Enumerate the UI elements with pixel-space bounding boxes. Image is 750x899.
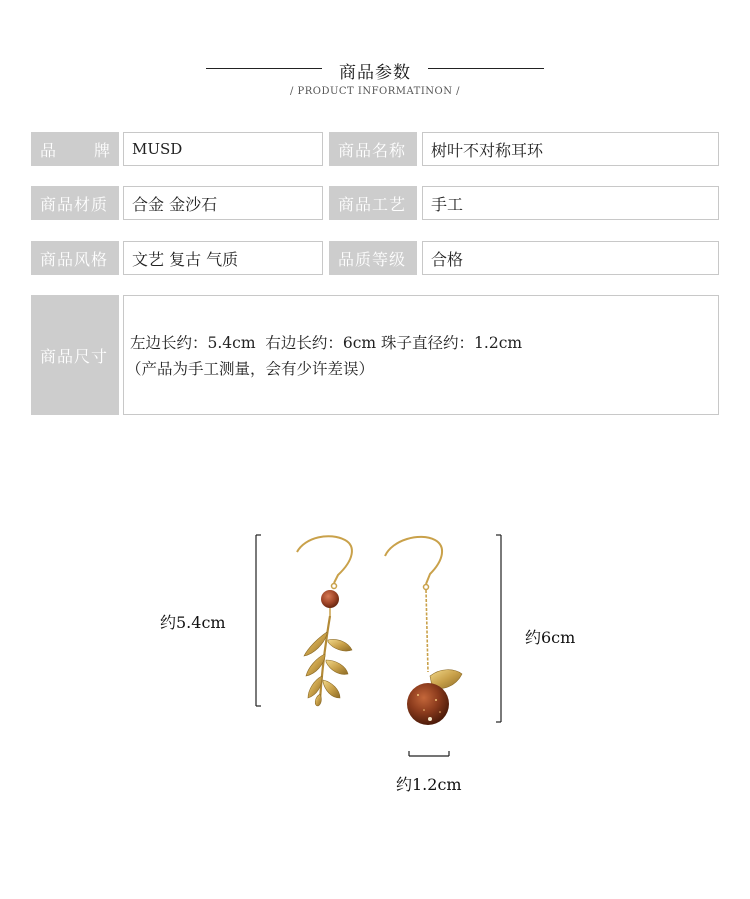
brand-label-char-2: 牌: [94, 140, 111, 160]
small-bead: [321, 590, 339, 608]
right-length-label: 约6cm: [525, 628, 576, 647]
name-value: 树叶不对称耳环: [422, 132, 719, 166]
material-value: 合金 金沙石: [123, 186, 323, 220]
grade-label: 品质等级: [329, 241, 417, 275]
name-label: 商品名称: [329, 132, 417, 166]
large-bead: [407, 683, 449, 725]
craft-value: 手工: [422, 186, 719, 220]
size-line-1: 左边长约：5.4cm 右边长约：6cm 珠子直径约：1.2cm: [130, 334, 523, 352]
right-earring: [385, 537, 462, 725]
brand-value: MUSD: [123, 132, 323, 166]
brand-label-char-1: 品: [40, 140, 57, 160]
section-title: 商品参数: [339, 63, 411, 83]
style-value: 文艺 复古 气质: [123, 241, 323, 275]
bead-diameter-bracket: [409, 751, 449, 756]
style-label: 商品风格: [31, 241, 119, 275]
grade-value: 合格: [422, 241, 719, 275]
bead-diameter-label: 约1.2cm: [396, 775, 462, 794]
left-length-label: 约5.4cm: [160, 613, 226, 632]
left-earring: [297, 536, 352, 706]
right-length-bracket: [496, 535, 501, 722]
section-subtitle: / PRODUCT INFORMATINON /: [289, 86, 461, 97]
craft-label: 商品工艺: [329, 186, 417, 220]
size-line-2: （产品为手工测量，会有少许差误）: [126, 360, 375, 378]
size-label: 商品尺寸: [31, 295, 119, 415]
left-length-bracket: [256, 535, 261, 706]
material-label: 商品材质: [31, 186, 119, 220]
